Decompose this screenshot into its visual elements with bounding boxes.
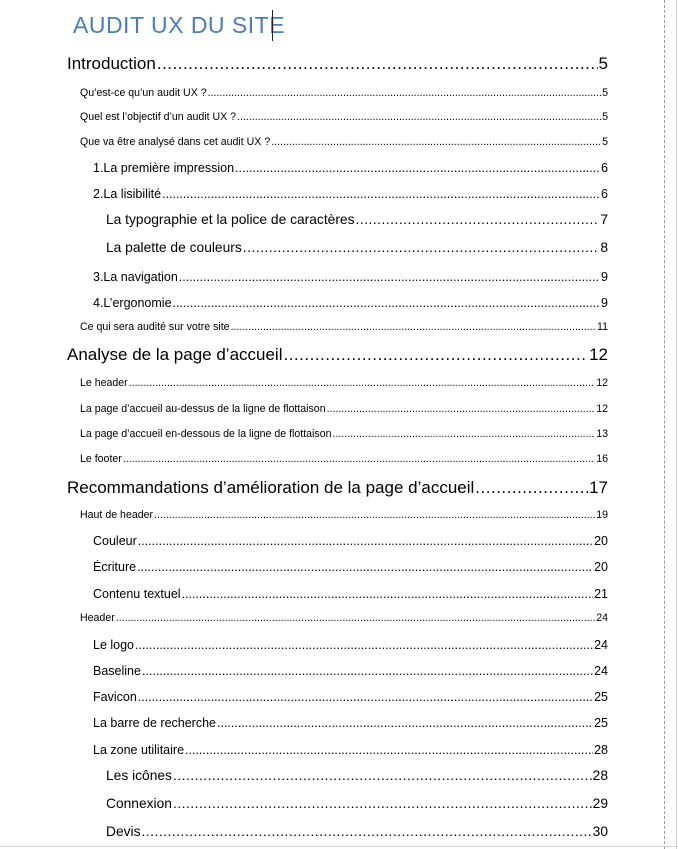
toc-page-number: 6 (601, 161, 608, 175)
toc-page-number: 6 (601, 187, 608, 201)
toc-entry[interactable] (80, 612, 608, 624)
toc-entry-label: 3.La navigation (93, 270, 178, 284)
toc-leader (173, 796, 592, 811)
toc-entry[interactable] (67, 478, 608, 498)
toc-leader (138, 690, 593, 704)
toc-entry[interactable] (93, 716, 608, 730)
toc-entry[interactable] (106, 768, 608, 783)
toc-entry[interactable] (93, 534, 608, 548)
toc-entry-label: Introduction (67, 54, 156, 73)
toc-leader (129, 377, 595, 389)
toc-page-number: 24 (594, 664, 608, 678)
page-border (676, 0, 677, 849)
toc-entry-label: Recommandations d’amélioration de la page d’accueil (67, 478, 475, 497)
toc-entry-label: Couleur (93, 534, 137, 548)
toc-entry-label: Qu’est-ce qu’un audit UX ? (80, 87, 207, 99)
toc-leader (327, 403, 596, 415)
toc-entry[interactable] (93, 560, 608, 574)
toc-leader (137, 560, 593, 574)
text-cursor (272, 10, 273, 41)
toc-page-number: 7 (600, 212, 608, 227)
toc-entry[interactable] (80, 87, 608, 99)
toc-page-number: 11 (597, 321, 608, 333)
toc-leader (142, 664, 593, 678)
toc-leader (116, 612, 595, 624)
toc-entry[interactable] (93, 587, 608, 601)
toc-page-number: 28 (592, 768, 608, 783)
toc-entry-label: La palette de couleurs (106, 240, 242, 255)
toc-entry-label: Le footer (80, 453, 122, 465)
toc-entry[interactable] (80, 111, 608, 123)
toc-page-number: 5 (598, 54, 608, 73)
toc-page-number: 17 (589, 478, 608, 497)
toc-page-number: 9 (601, 270, 608, 284)
toc-entry-label: 1.La première impression (93, 161, 235, 175)
toc-entry[interactable] (106, 796, 608, 811)
toc-leader (157, 54, 598, 74)
toc-entry[interactable] (67, 345, 608, 365)
toc-leader (271, 136, 601, 148)
toc-entry[interactable] (80, 136, 608, 148)
toc-leader (123, 453, 595, 465)
toc-page-number: 16 (596, 453, 608, 465)
toc-page-number: 25 (594, 690, 608, 704)
toc-entry-label: 4.L’ergonomie (93, 296, 172, 310)
toc-page-number: 5 (602, 136, 608, 148)
toc-leader (208, 87, 601, 99)
toc-entry-label: Devis (106, 824, 141, 839)
toc-leader (135, 638, 593, 652)
toc-entry[interactable] (67, 54, 608, 74)
toc-entry-label: La page d’accueil au-dessus de la ligne de flottaison (80, 403, 326, 415)
toc-entry-label: Que va être analysé dans cet audit UX ? (80, 136, 271, 148)
toc-entry[interactable] (106, 212, 608, 227)
toc-entry-label: Baseline (93, 664, 141, 678)
document-title[interactable]: AUDIT UX DU SITE (73, 12, 286, 38)
toc-entry[interactable] (93, 638, 608, 652)
toc-page-number: 9 (601, 296, 608, 310)
toc-entry-label: La typographie et la police de caractères (106, 212, 355, 227)
toc-entry-label: Le logo (93, 638, 135, 652)
toc-entry-label: Les icônes (106, 768, 172, 783)
toc-entry[interactable] (93, 270, 608, 284)
toc-leader (235, 161, 600, 175)
toc-entry[interactable] (106, 240, 608, 255)
toc-page-number: 24 (594, 638, 608, 652)
toc-entry[interactable] (93, 664, 608, 678)
toc-leader (182, 587, 594, 601)
toc-page-number: 20 (594, 534, 608, 548)
toc-page-number: 29 (592, 796, 608, 811)
toc-leader (356, 212, 600, 227)
toc-entry[interactable] (106, 824, 608, 839)
toc-entry[interactable] (93, 296, 608, 310)
page-bottom-border (0, 846, 678, 847)
toc-entry-label: Connexion (106, 796, 172, 811)
toc-entry-label: Écriture (93, 560, 137, 574)
toc-page-number: 12 (596, 377, 608, 389)
toc-entry-label: Favicon (93, 690, 137, 704)
toc-leader (283, 345, 588, 365)
toc-entry-label: Quel est l’objectif d’un audit UX ? (80, 111, 237, 123)
toc-entry[interactable] (80, 377, 608, 389)
toc-leader (332, 428, 595, 440)
toc-entry-label: La page d’accueil en-dessous de la ligne de flottaison (80, 428, 332, 440)
toc-entry-label: Header (80, 612, 115, 624)
toc-page-number: 24 (596, 612, 608, 624)
toc-page-number: 21 (594, 587, 608, 601)
toc-entry-label: La zone utilitaire (93, 743, 185, 757)
toc-entry-label: 2.La lisibilité (93, 187, 162, 201)
toc-entry-label: Analyse de la page d’accueil (67, 345, 283, 364)
toc-page-number: 12 (589, 345, 608, 364)
toc-entry[interactable] (80, 321, 608, 333)
toc-leader (237, 111, 601, 123)
toc-leader (231, 321, 596, 333)
toc-page-number: 13 (596, 428, 608, 440)
toc-entry[interactable] (93, 690, 608, 704)
toc-page-number: 19 (596, 509, 608, 521)
toc-page-number: 5 (602, 87, 608, 99)
toc-page-number: 28 (594, 743, 608, 757)
toc-entry-label: Le header (80, 377, 128, 389)
toc-entry[interactable] (80, 403, 608, 415)
toc-entry[interactable] (80, 428, 608, 440)
toc-leader (138, 534, 593, 548)
toc-entry[interactable] (93, 161, 608, 175)
page-margin-line (664, 0, 665, 849)
toc-entry-label: La barre de recherche (93, 716, 216, 730)
toc-page-number: 25 (594, 716, 608, 730)
toc-leader (162, 187, 600, 201)
toc-leader (154, 509, 595, 521)
toc-leader (185, 743, 593, 757)
toc-page-number: 20 (594, 560, 608, 574)
toc-leader (142, 824, 592, 839)
toc-leader (173, 768, 592, 783)
toc-page-number: 30 (592, 824, 608, 839)
toc-page-number: 8 (600, 240, 608, 255)
toc-leader (179, 270, 600, 284)
toc-leader (475, 478, 588, 498)
toc-entry[interactable] (80, 453, 608, 465)
toc-leader (217, 716, 593, 730)
toc-page-number: 12 (596, 403, 608, 415)
toc-page-number: 5 (602, 111, 608, 123)
toc-leader (243, 240, 600, 255)
toc-entry-label: Haut de header (80, 509, 154, 521)
toc-entry-label: Contenu textuel (93, 587, 181, 601)
toc-leader (173, 296, 601, 310)
toc-entry[interactable] (93, 187, 608, 201)
toc-entry-label: Ce qui sera audité sur votre site (80, 321, 230, 333)
toc-entry[interactable] (93, 743, 608, 757)
toc-entry[interactable] (80, 509, 608, 521)
